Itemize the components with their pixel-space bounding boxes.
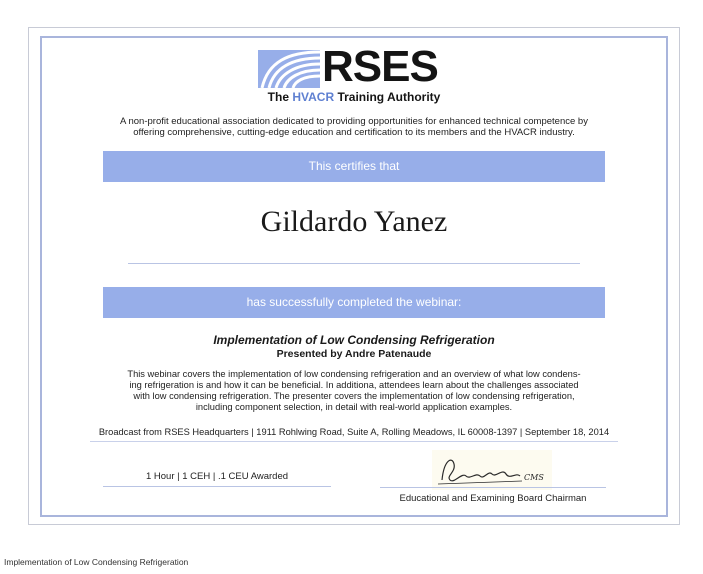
tagline-suffix: Training Authority xyxy=(334,90,441,104)
presenter-line: Presented by Andre Patenaude xyxy=(276,348,432,360)
recipient-name: Gildardo Yanez xyxy=(260,205,448,238)
certifies-banner: This certifies that xyxy=(103,151,605,182)
tagline-prefix: The xyxy=(267,90,293,104)
broadcast-divider xyxy=(90,441,618,442)
broadcast-info: Broadcast from RSES Headquarters | 1911 Rohlwing Road, Suite A, Rolling Meadows, IL 60008-1397 | September 18, 2014 xyxy=(98,427,610,437)
page-caption: Implementation of Low Condensing Refrigeration xyxy=(4,557,189,567)
hours-divider xyxy=(103,486,331,487)
description-line-2: ing refrigeration is and how it can be beneficial. In additiona, attendees learn about the challenges associated xyxy=(129,380,579,390)
mission-line-2: offering comprehensive, cutting-edge education and certification to its members and the HVACR industry. xyxy=(133,127,575,138)
chairman-signature xyxy=(432,450,552,490)
mission-statement xyxy=(100,116,608,138)
completed-banner: has successfully completed the webinar: xyxy=(103,287,605,318)
course-description xyxy=(104,369,604,413)
credit-hours: 1 Hour | 1 CEH | .1 CEU Awarded xyxy=(145,471,289,482)
description-line-4: including component selection, in detail with real-world application examples. xyxy=(195,402,513,412)
signature-line xyxy=(380,487,606,488)
signer-title: Educational and Examining Board Chairman xyxy=(399,493,587,504)
certificate-border xyxy=(40,36,668,517)
description-line-1: This webinar covers the implementation of low condensing refrigeration and an overview of what low condens- xyxy=(127,369,581,379)
signature-credential: CMS xyxy=(524,473,544,482)
rses-swoosh-icon xyxy=(258,50,320,88)
logo-tagline xyxy=(258,90,450,104)
name-divider xyxy=(128,263,580,264)
logo-wordmark: RSES xyxy=(322,42,438,91)
mission-line-1: A non-profit educational association dedicated to providing opportunities for enhanced technical competence by xyxy=(120,116,588,127)
rses-logo xyxy=(258,42,450,106)
tagline-accent: HVACR xyxy=(292,90,335,104)
course-title: Implementation of Low Condensing Refrigeration xyxy=(213,333,495,347)
description-line-3: with low condensing refrigeration. The presenter covers the implementation of low condensing refrigeration, xyxy=(133,391,575,401)
